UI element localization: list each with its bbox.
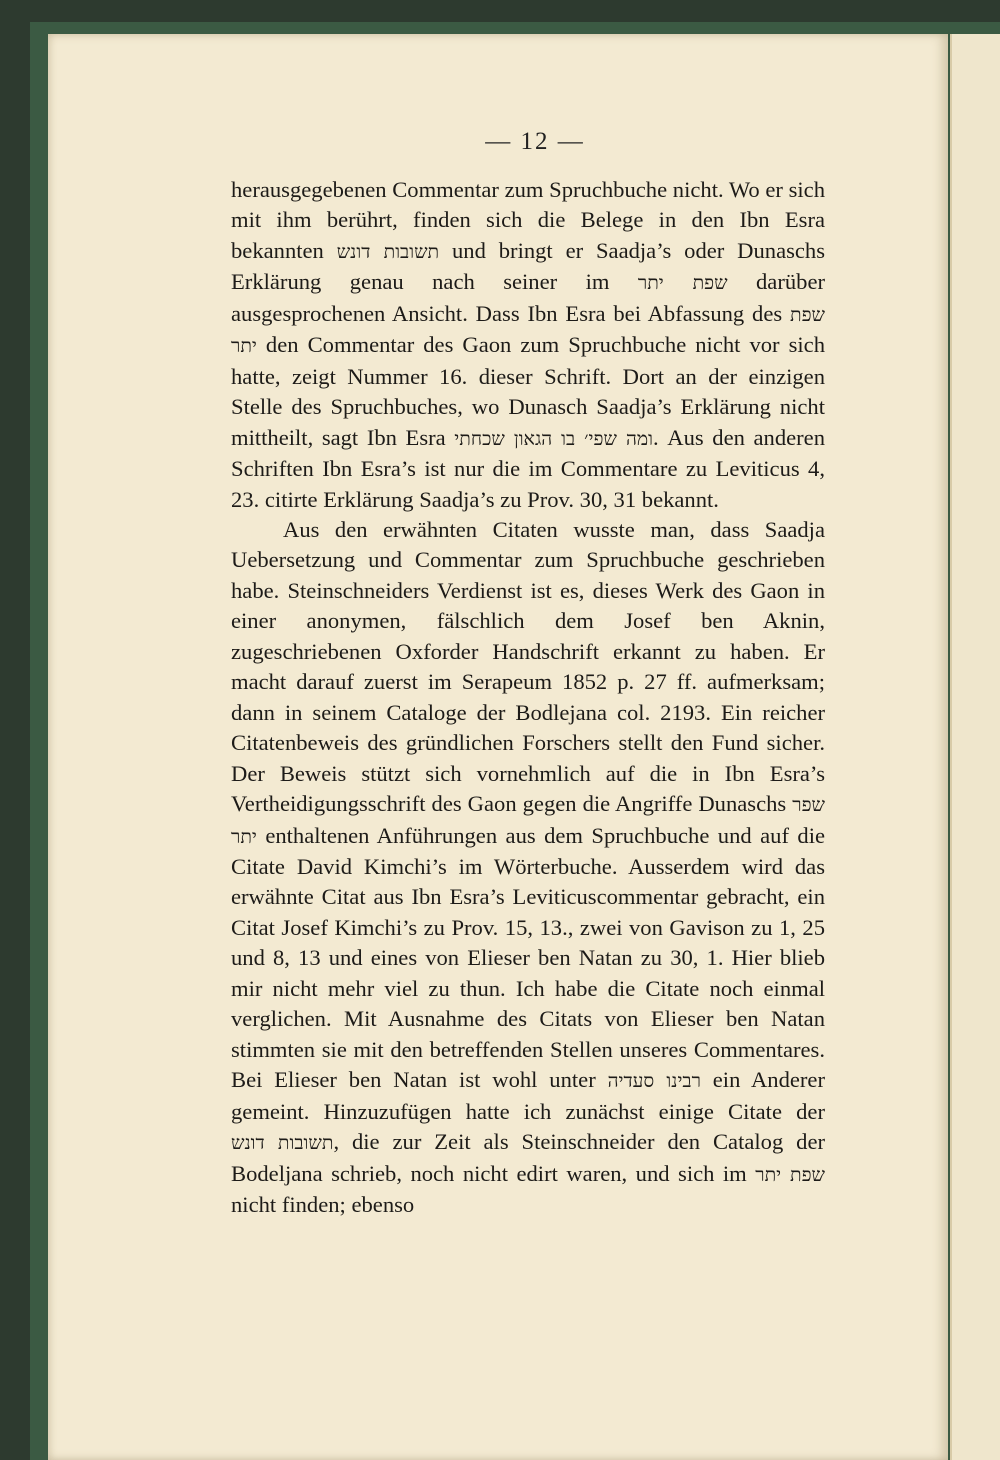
paragraph-1 bbox=[231, 175, 825, 515]
text-segment: Aus den erwähnten Citaten wusste man, dass Saadja Uebersetzung und Commentar zum Spruchbuche geschrieben habe. Steinschneiders Verdienst ist es, dieses Werk des Gaon in einer anonymen, fälschlich dem Josef ben Aknin, zugeschriebenen Oxforder Handschrift erkannt zu haben. Er macht darauf zuerst im Serapeum 1852 p. 27 ff. aufmerksam; dann in seinem Cataloge der Bodlejana col. 2193. Ein reicher Citatenbeweis des gründlichen Forschers stellt den Fund sicher. Der Beweis stützt sich vornehmlich auf die in Ibn Esra’s Vertheidigungsschrift des Gaon gegen die Angriffe Dunaschs bbox=[231, 516, 825, 817]
text-segment: den Commentar des Gaon zum Spruchbuche nicht vor sich hatte, zeigt Nummer 16. dieser Schrift. Dort an der einzigen Stelle des Spruchbuches, wo Dunasch Saadja’s Erklärung nicht mittheilt, sagt Ibn Esra bbox=[231, 332, 825, 450]
text-segment: und bringt er Saadja’s oder Dunaschs Erklärung genau nach seiner im bbox=[231, 237, 826, 295]
page-body bbox=[231, 175, 825, 1220]
text-segment: enthaltenen Anführungen aus dem Spruchbuche und auf die Citate David Kimchi’s im Wörterbuche. Ausserdem wird das erwähnte Citat aus Ibn Esra’s Leviticuscommentar gebracht, ein Citat Josef Kimchi’s zu Prov. 15, 13., zwei von Gavison zu 1, 25 und 8, 13 und eines von Elieser ben Natan zu 30, 1. Hier blieb mir nicht mehr viel zu thun. Ich habe die Citate noch einmal verglichen. Mit Ausnahme des Citats von Elieser ben Natan stimmten sie mit den betreffenden Stellen unseres Commentares. Bei Elieser ben Natan ist wohl unter bbox=[231, 822, 825, 1093]
page-number: — 12 — bbox=[485, 128, 585, 155]
hebrew-term: שפת יתר bbox=[755, 1163, 825, 1186]
text-segment: , die zur Zeit als Steinschneider den Catalog der Bodeljana schrieb, noch nicht edirt waren, und sich im bbox=[231, 1129, 825, 1186]
text-segment: . Aus den anderen Schriften Ibn Esra’s ist nur die im Commentare zu Leviticus 4, 23. citirte Erklärung Saadja’s zu Prov. 30, 31 bekannt. bbox=[231, 424, 825, 512]
text-segment: nicht finden; ebenso bbox=[231, 1191, 415, 1217]
hebrew-term: ומה שפי׳ בו הגאון שכחתי bbox=[454, 427, 653, 450]
paragraph-2 bbox=[231, 515, 825, 1220]
next-page-edge bbox=[950, 34, 1000, 1460]
hebrew-term: שפת יתר bbox=[231, 303, 825, 358]
text-segment: herausgegebenen Commentar zum Spruchbuche nicht. Wo er sich mit ihm berührt, finden sich die Belege in den Ibn Esra bekannten bbox=[231, 177, 825, 263]
text-segment: ein Anderer gemeint. Hinzuzufügen hatte ich zunächst einige Citate der bbox=[231, 1067, 825, 1124]
hebrew-term: שפת יתר bbox=[637, 272, 728, 295]
hebrew-term: תשובות דונש bbox=[231, 1132, 334, 1155]
hebrew-term: תשובות דונש bbox=[336, 240, 440, 263]
text-segment: darüber ausgesprochenen Ansicht. Dass Ibn Esra bei Abfassung des bbox=[231, 269, 825, 326]
hebrew-term: רבינו סעדיה bbox=[607, 1070, 701, 1093]
hebrew-term: שפר יתר bbox=[231, 794, 825, 848]
